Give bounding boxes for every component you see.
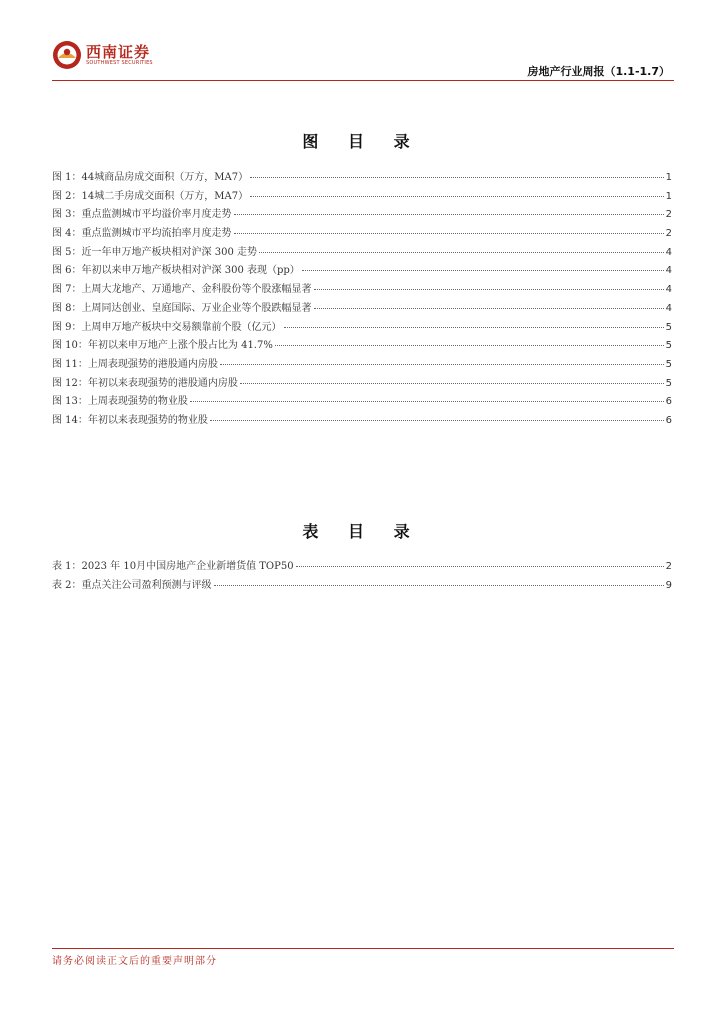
toc-entry[interactable]: [52, 557, 672, 576]
toc-entry-label: 图 9：上周申万地产板块中交易额靠前个股（亿元）: [52, 321, 282, 333]
toc-entry-label: 图 11：上周表现强势的港股通内房股: [52, 358, 218, 370]
toc-entry-label: 图 4：重点监测城市平均流拍率月度走势: [52, 228, 232, 240]
toc-entry-page: 4: [665, 246, 672, 258]
toc-entry-page: 4: [665, 265, 672, 277]
toc-entry[interactable]: [52, 261, 672, 280]
toc-entry-label: 图 6：年初以来申万地产板块相对沪深 300 表现（pp）: [52, 265, 300, 277]
toc-entry-label: 图 3：重点监测城市平均溢价率月度走势: [52, 209, 232, 221]
toc-dot-leader: [296, 566, 664, 567]
toc-entry[interactable]: [52, 374, 672, 393]
toc-entry-label: 图 2：14城二手房成交面积（万方，MA7）: [52, 190, 249, 202]
toc-entry[interactable]: [52, 411, 672, 430]
toc-dot-leader: [234, 214, 664, 215]
toc-entry[interactable]: [52, 299, 672, 318]
toc-entry-page: 9: [665, 579, 672, 591]
toc-entry-label: 图 1：44城商品房成交面积（万方，MA7）: [52, 172, 249, 183]
toc-entry-page: 6: [665, 414, 672, 426]
toc-entry[interactable]: [52, 168, 672, 187]
footer-divider: [52, 948, 674, 949]
toc-entry-label: 图 10：年初以来申万地产上涨个股占比为 41.7%: [52, 340, 273, 352]
report-title: 房地产行业周报（1.1-1.7）: [527, 65, 670, 78]
toc-entry-label: 表 1：2023 年 10月中国房地产企业新增货值 TOP50: [52, 561, 294, 572]
toc-entry[interactable]: [52, 336, 672, 355]
toc-dot-leader: [250, 196, 664, 197]
toc-dot-leader: [259, 252, 664, 253]
toc-dot-leader: [240, 383, 664, 384]
logo-english-name: SOUTHWEST SECURITIES: [86, 59, 153, 66]
toc-dot-leader: [210, 420, 664, 421]
toc-entry-label: 图 8：上周同达创业、皇庭国际、万业企业等个股跌幅显著: [52, 302, 312, 314]
header-divider: [52, 80, 674, 81]
toc-entry-page: 5: [665, 321, 672, 333]
toc-entry-label: 图 14：年初以来表现强势的物业股: [52, 414, 208, 426]
toc-dot-leader: [284, 327, 664, 328]
toc-entry-page: 5: [665, 377, 672, 389]
page-header: [52, 38, 674, 82]
company-logo: [52, 40, 153, 70]
toc-entry-page: 4: [665, 284, 672, 296]
toc-entry-label: 图 12：年初以来表现强势的港股通内房股: [52, 377, 238, 389]
toc-dot-leader: [275, 345, 664, 346]
toc-entry[interactable]: [52, 187, 672, 206]
logo-chinese-name: 西南证券: [86, 42, 151, 61]
toc-dot-leader: [314, 308, 664, 309]
toc-entry-label: 图 13：上周表现强势的物业股: [52, 396, 188, 408]
table-toc-list: [52, 557, 672, 594]
toc-entry-page: 4: [665, 302, 672, 314]
toc-entry-page: 2: [665, 209, 672, 221]
logo-emblem-icon: [52, 40, 82, 70]
toc-dot-leader: [190, 401, 664, 402]
toc-entry[interactable]: [52, 318, 672, 337]
toc-dot-leader: [220, 364, 664, 365]
toc-entry[interactable]: [52, 280, 672, 299]
disclaimer-note: 请务必阅读正文后的重要声明部分: [52, 956, 217, 967]
toc-entry[interactable]: [52, 392, 672, 411]
toc-entry-page: 2: [665, 561, 672, 572]
toc-entry[interactable]: [52, 205, 672, 224]
toc-entry[interactable]: [52, 224, 672, 243]
toc-dot-leader: [250, 177, 664, 178]
table-toc-title: 表 目 录: [302, 522, 422, 541]
toc-entry[interactable]: [52, 576, 672, 595]
figure-toc-title: 图 目 录: [302, 132, 422, 151]
toc-dot-leader: [302, 270, 664, 271]
toc-dot-leader: [314, 289, 664, 290]
toc-entry-page: 2: [665, 228, 672, 240]
toc-dot-leader: [234, 233, 664, 234]
toc-entry[interactable]: [52, 355, 672, 374]
toc-entry-label: 图 5：近一年申万地产板块相对沪深 300 走势: [52, 246, 257, 258]
figure-toc-list: [52, 168, 672, 430]
toc-entry-page: 1: [665, 172, 672, 183]
toc-entry-page: 1: [665, 190, 672, 202]
toc-entry-page: 5: [665, 358, 672, 370]
toc-entry[interactable]: [52, 243, 672, 262]
toc-entry-label: 表 2：重点关注公司盈利预测与评级: [52, 579, 212, 591]
toc-entry-page: 5: [665, 340, 672, 352]
toc-dot-leader: [214, 585, 664, 586]
toc-entry-page: 6: [665, 396, 672, 408]
toc-entry-label: 图 7：上周大龙地产、万通地产、金科股份等个股涨幅显著: [52, 284, 312, 296]
